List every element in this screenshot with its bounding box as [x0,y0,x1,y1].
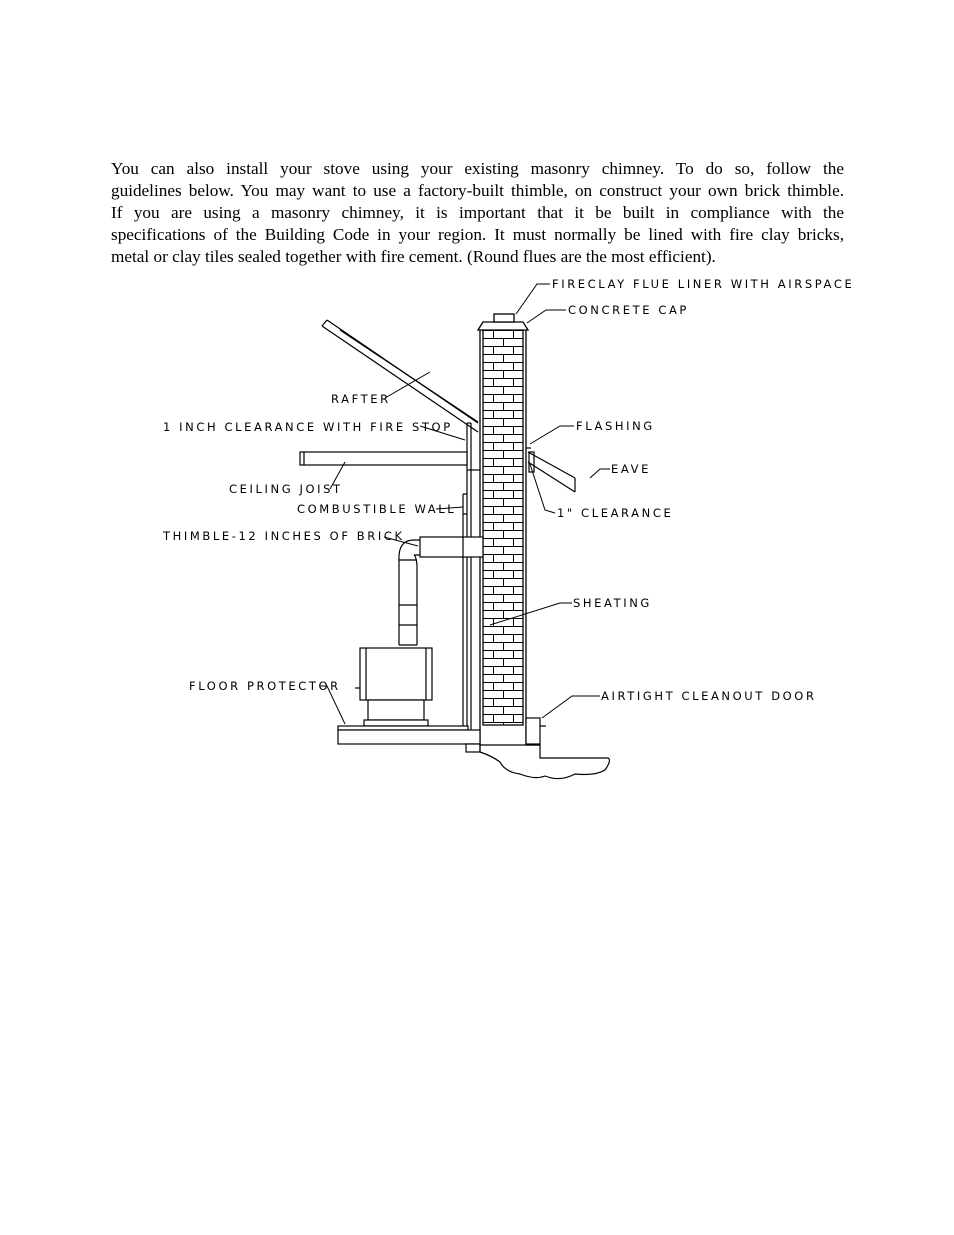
ceiling-joist [300,452,480,470]
label-floor-protector: FLOOR PROTECTOR [189,679,341,693]
label-thimble: THIMBLE-12 INCHES OF BRICK [163,529,405,543]
stove [355,648,432,726]
label-flashing: FLASHING [576,419,655,433]
label-eave: EAVE [611,462,651,476]
intro-line: guidelines below. You may want to use a factory-built thimble, on construct your own brick thimble. [111,181,844,200]
intro-line: If you are using a masonry chimney, it is important that it be built in compliance with the [111,203,844,222]
label-cleanout-door: AIRTIGHT CLEANOUT DOOR [601,689,817,703]
floor [338,726,480,752]
label-rafter: RAFTER [331,392,391,406]
masonry-chimney [480,330,526,745]
concrete-cap [478,314,528,330]
intro-line: specifications of the Building Code in your region. It must normally be lined with fire clay bricks, [111,225,844,244]
stovepipe [399,540,420,645]
foundation [480,745,609,779]
intro-line: metal or clay tiles sealed together with fire cement. (Round flues are the most efficient). [111,247,716,266]
label-ceiling-joist: CEILING JOIST [229,482,343,496]
fire-stop [467,423,471,745]
thimble [420,537,483,557]
label-combustible-wall: COMBUSTIBLE WALL [297,502,457,516]
label-fire-stop: 1 INCH CLEARANCE WITH FIRE STOP [163,420,453,434]
label-sheating: SHEATING [573,596,652,610]
label-flue-liner: FIRECLAY FLUE LINER WITH AIRSPACE [552,277,855,291]
label-clearance: 1" CLEARANCE [557,506,674,520]
label-concrete-cap: CONCRETE CAP [568,303,689,317]
intro-line: You can also install your stove using your existing masonry chimney. To do so, follow the [111,159,844,178]
eave [526,448,575,492]
cleanout-door [526,718,546,744]
rafter [322,320,478,432]
